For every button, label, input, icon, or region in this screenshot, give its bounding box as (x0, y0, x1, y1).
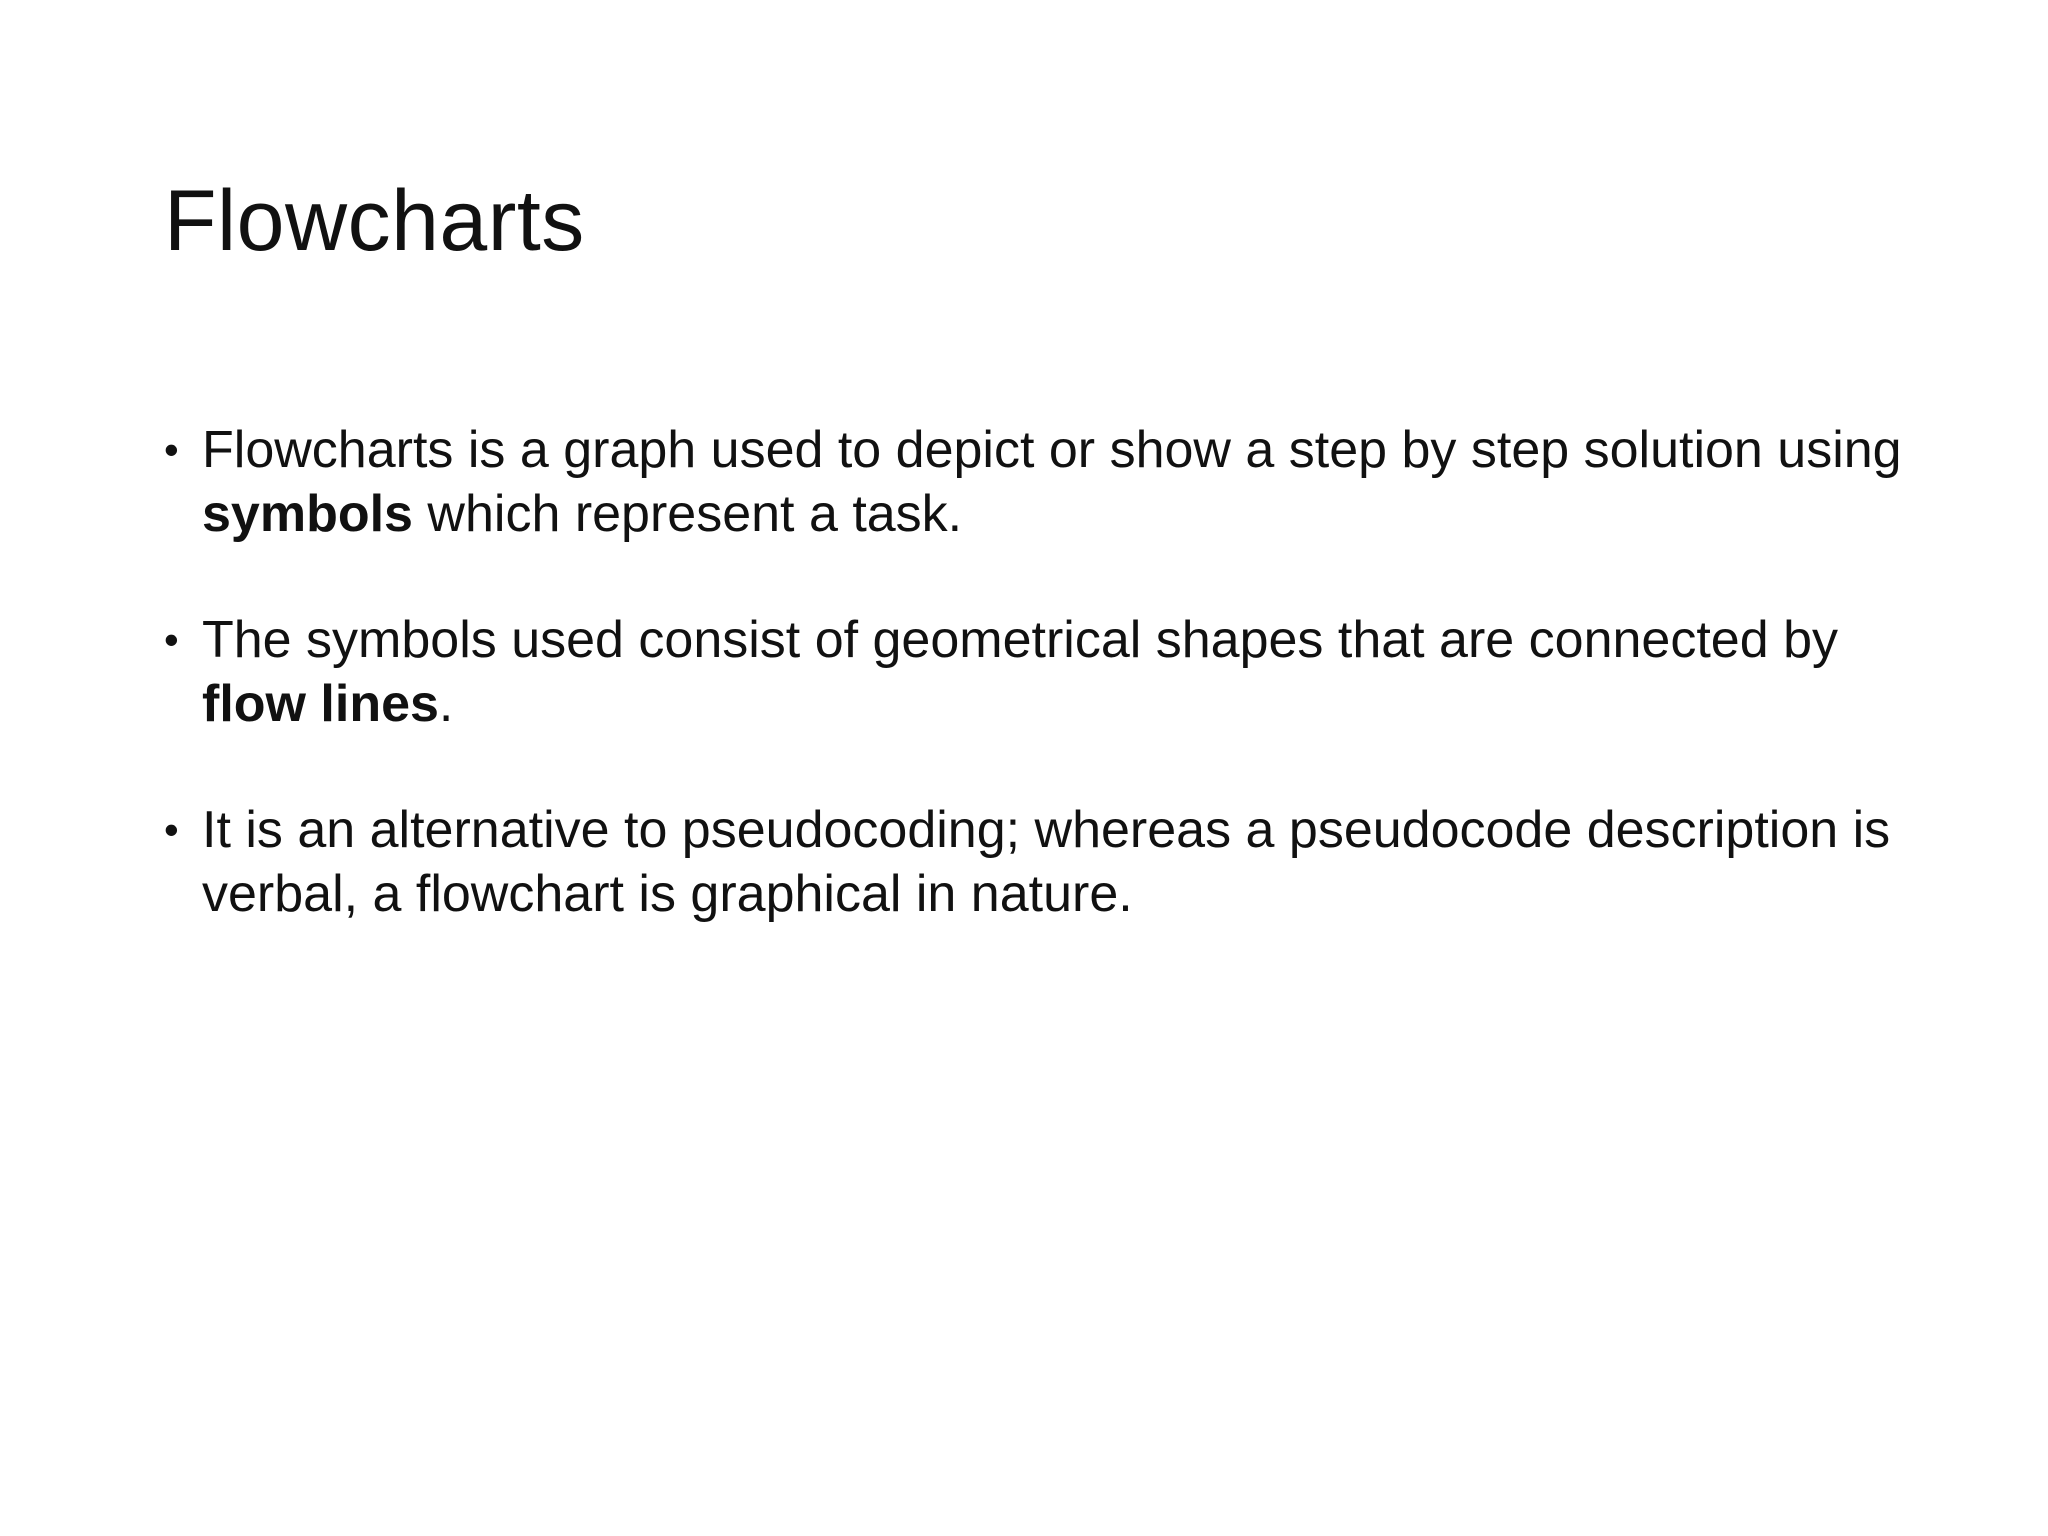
bullet-item (164, 798, 1904, 926)
bullet-marker-icon: • (164, 426, 179, 473)
bullet-text-part: Flowcharts is a graph used to depict or show a step by step solution using (202, 421, 1902, 479)
bullet-text-part: The symbols used consist of geometrical shapes that are connected by (202, 611, 1838, 669)
bullet-text: It is an alternative to pseudocoding; whereas a pseudocode description is verbal, a flowchart is graphical in nature. (202, 801, 1891, 923)
bullet-marker-icon: • (164, 806, 179, 853)
slide-title: Flowcharts (164, 173, 585, 269)
bullet-marker-icon: • (164, 616, 179, 663)
bullet-bold-term: symbols (202, 485, 413, 543)
bullet-text-part: which represent a task. (412, 485, 963, 543)
bullet-bold-term: flow lines (202, 675, 439, 733)
bullet-list (164, 418, 1904, 988)
bullet-text-part: . (438, 675, 454, 733)
bullet-item (164, 418, 1904, 546)
bullet-item (164, 608, 1904, 736)
